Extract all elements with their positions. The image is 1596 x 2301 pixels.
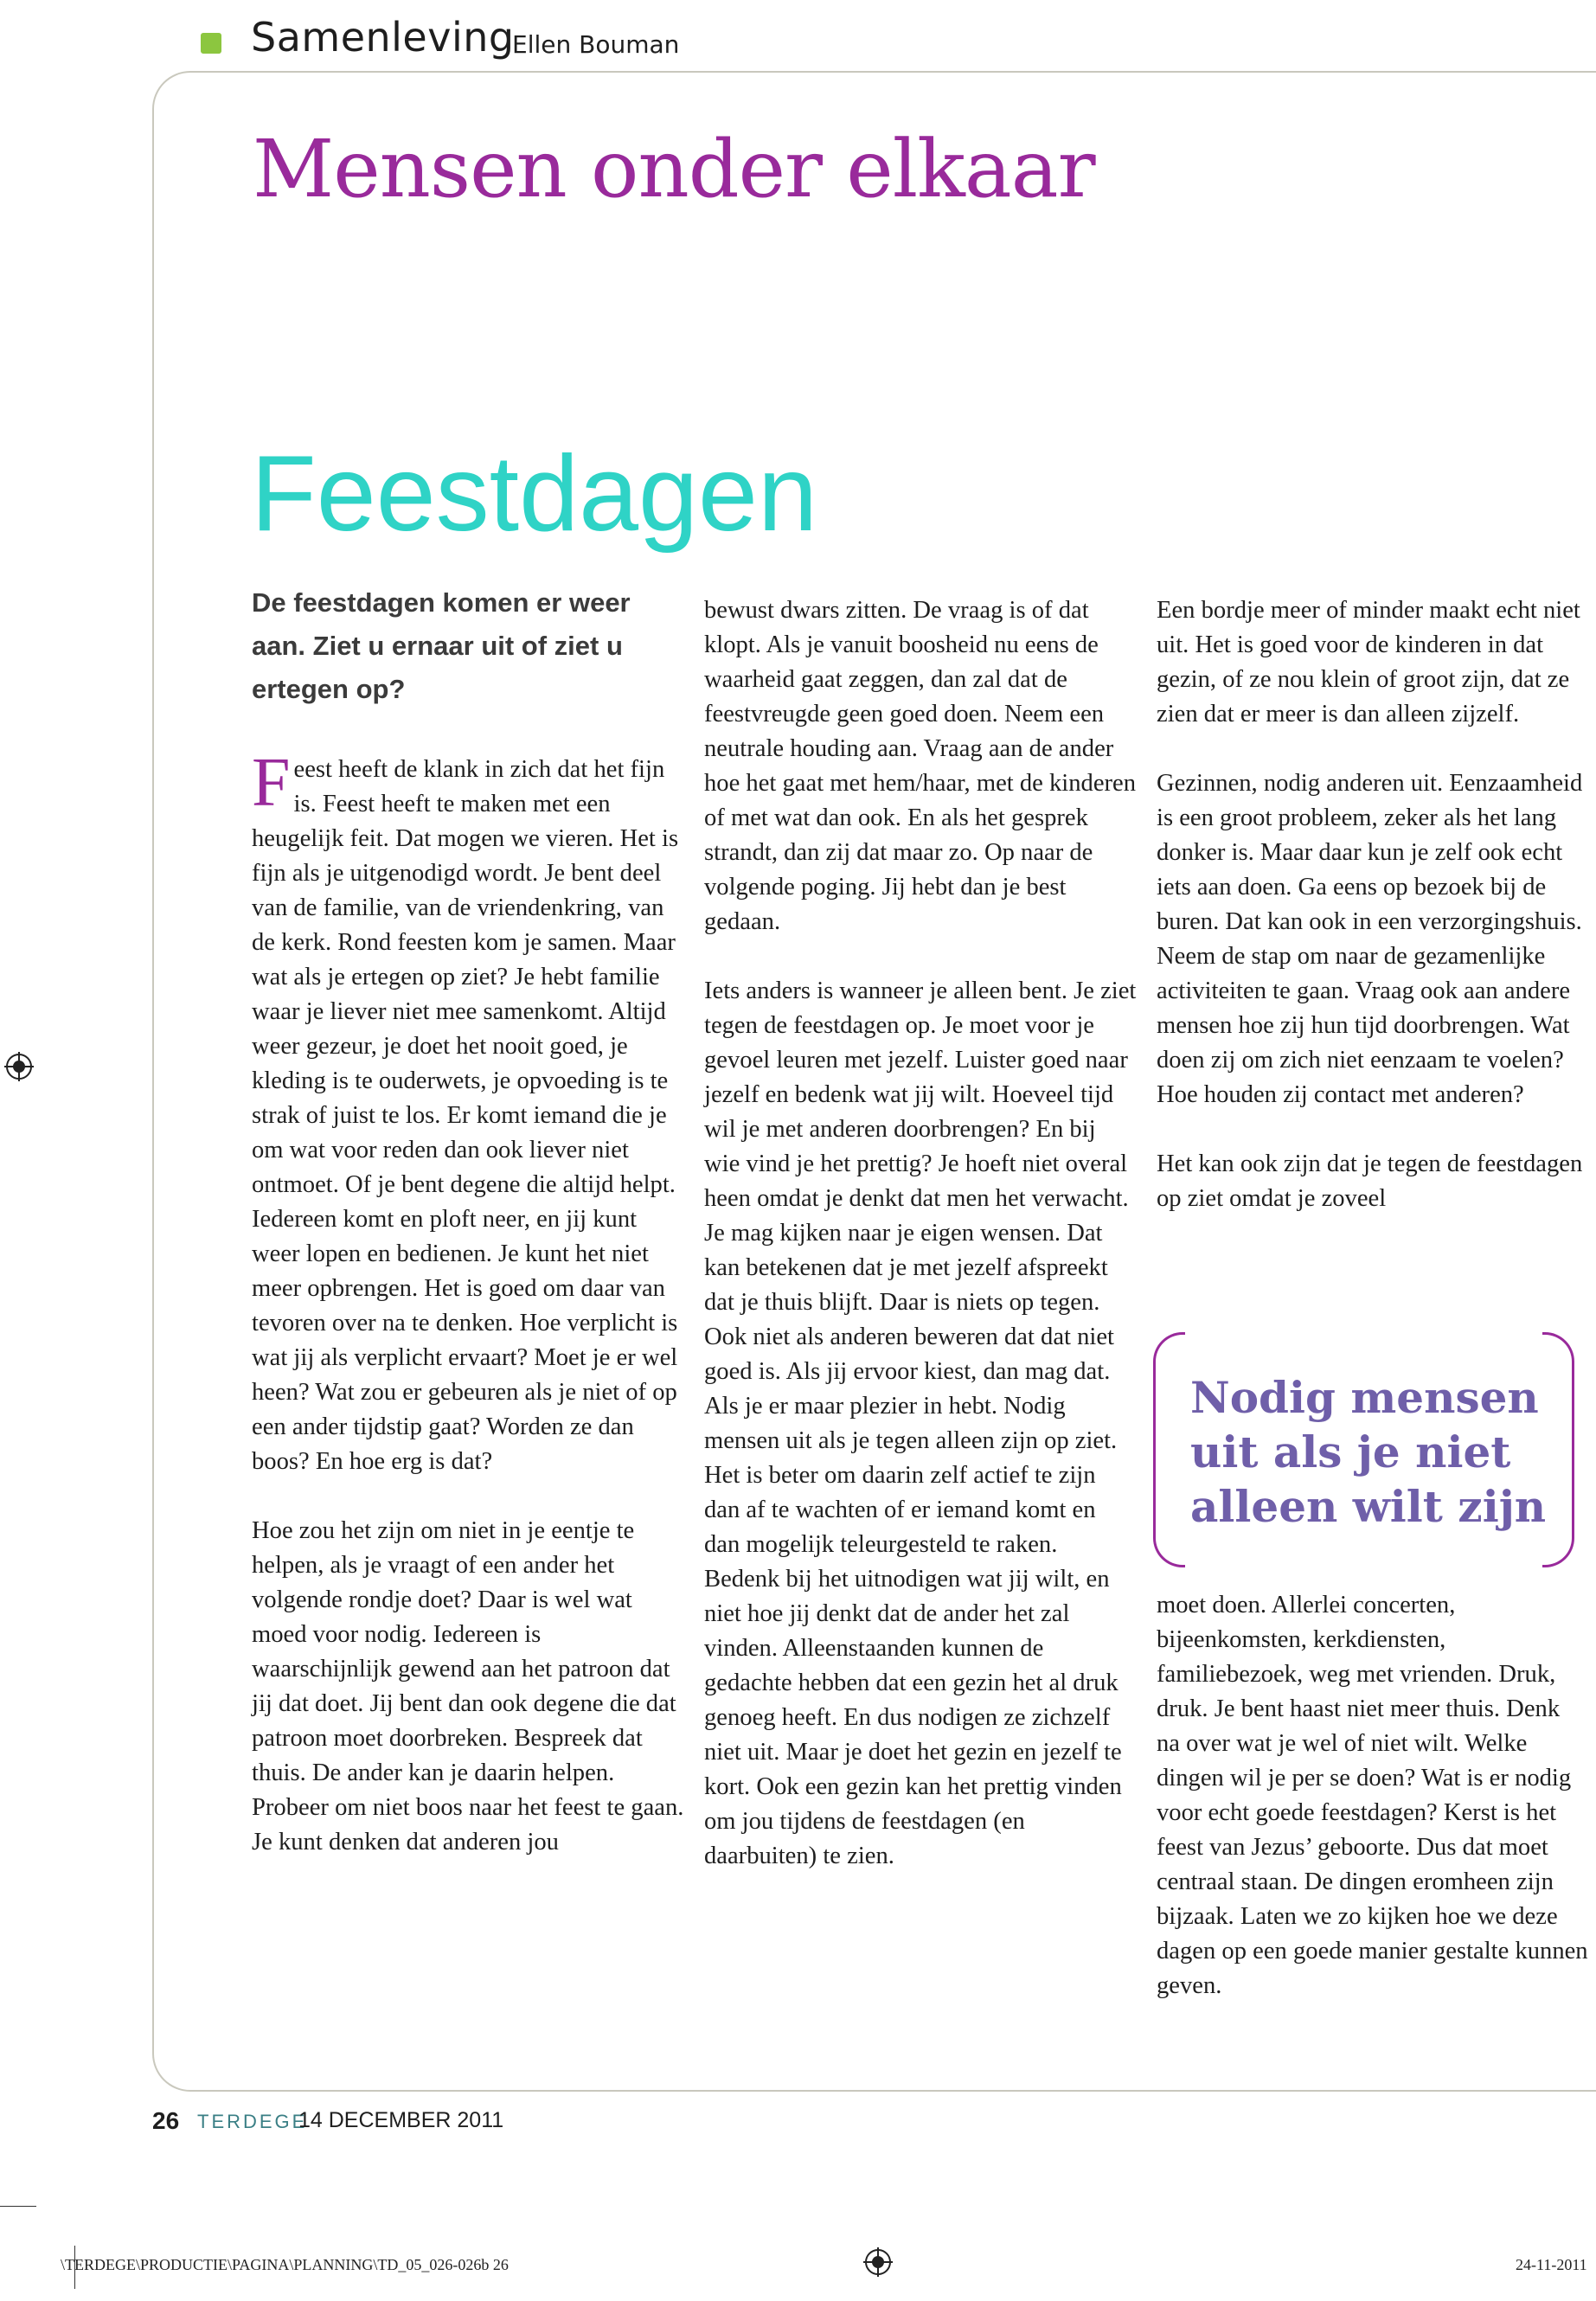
article-title: Feestdagen (251, 434, 817, 554)
quote-bracket-left (1153, 1332, 1185, 1567)
article-lead: De feestdagen komen er weer aan. Ziet u ernaar uit of ziet u ertegen op? (252, 587, 631, 704)
author-name: Ellen Bouman (512, 30, 680, 59)
paragraph-text: eest heeft de klank in zich dat het fijn is. Feest heeft te maken met een heugelijk feit. Dat mogen we vieren. Het is fijn als je uitgenodigd wordt. Je bent deel van de familie, van de vriendenkring, van de kerk. Rond feesten kom je samen. Maar wat als je ertegen op ziet? Je hebt familie waar je liever niet mee samenkomt. Altijd weer gezeur, je doet het nooit goed, je kleding is te ouderwets, je opvoeding is te strak of juist te los. Er komt iemand die je om wat voor reden dan ook liever niet ontmoet. Of je bent degene die altijd helpt. Iedereen komt en ploft neer, en jij kunt weer lopen en bedienen. Je kunt het niet meer opbrengen. Het is goed om daar van tevoren over na te denken. Hoe verplicht is wat jij als verplicht ervaart? Moet je er wel heen? Wat zou er gebeuren als je niet of op een ander tijdstip gaat? Worden ze dan boos? En hoe erg is dat? (252, 756, 679, 1475)
print-slug-path: \TERDEGE\PRODUCTIE\PAGINA\PLANNING\TD_05_026-026b 26 (61, 2256, 509, 2273)
paragraph: Iets anders is wanneer je alleen bent. Je ziet tegen de feestdagen op. Je moet voor je gevoel leuren met jezelf. Luister goed naar jezelf en bedenk wat jij wilt. Hoeveel tijd wil je met anderen doorbrengen? En bij wie vind je het prettig? Je hoeft niet overal heen omdat je denkt dat men het verwacht. Je mag kijken naar je eigen wensen. Dat kan betekenen dat je met jezelf afspreekt dat je thuis blijft. Daar is niets op tegen. Ook niet als anderen beweren dat dat niet goed is. Als jij ervoor kiest, dan mag dat. Als je er maar plezier in hebt. Nodig mensen uit als je tegen alleen zijn op ziet. Het is beter om daarin zelf actief te zijn dan af te wachten of er iemand komt en dan mogelijk teleurgesteld te raken. Bedenk bij het uitnodigen wat jij wilt, en niet hoe jij denkt dat de ander het zal vinden. Alleenstaanden kunnen de gedachte hebben dat een gezin het al druk genoeg heeft. En dus nodigen ze zichzelf niet uit. Maar je doet het gezin en jezelf te kort. Ook een gezin kan het prettig vinden om jou tijdens de feestdagen (en daarbuiten) te zien. (704, 977, 1137, 1869)
registration-mark-icon (863, 2247, 893, 2277)
magazine-name: TERDEGE (197, 2111, 308, 2132)
page-title: Mensen onder elkaar (253, 123, 1095, 215)
column-2 (704, 593, 1137, 1908)
paragraph: Een bordje meer of minder maakt echt niet uit. Het is goed voor de kinderen in dat gezin, of ze nou klein of groot zijn, dat ze zien dat er meer is dan alleen zijzelf. (1157, 597, 1580, 727)
paragraph (252, 745, 684, 1479)
section-name: Samenleving (251, 14, 515, 61)
column-3-top (1157, 593, 1589, 1251)
paragraph: moet doen. Allerlei concerten, bijeenkomsten, kerkdiensten, familiebezoek, weg met vrienden. Druk, druk. Je bent haast niet meer thuis. Denk na over wat je wel of niet wilt. Welke dingen wil je per se doen? Wat is er nodig voor echt goede feestdagen? Kerst is het feest van Jezus’ geboorte. Dus dat moet centraal staan. De dingen eromheen zijn bijzaak. Laten we zo kijken hoe we deze dagen op een goede manier gestalte kunnen geven. (1157, 1592, 1588, 1999)
column-3-bottom (1157, 1588, 1589, 2038)
print-slug-date: 24-11-2011 (1516, 2256, 1587, 2273)
paragraph: Hoe zou het zijn om niet in je eentje te helpen, als je vraagt of een ander het volgende rondje doet? Daar is wel wat moed voor nodig. Iedereen is waarschijnlijk gewend aan het patroon dat jij dat doet. Jij bent dan ook degene die dat patroon moet doorbreken. Bespreek dat thuis. De ander kan je daarin helpen. Probeer om niet boos naar het feest te gaan. Je kunt denken dat anderen jou (252, 1517, 684, 1856)
section-marker (201, 33, 221, 54)
paragraph: Gezinnen, nodig anderen uit. Eenzaamheid is een groot probleem, zeker als het lang donker is. Maar daar kun je zelf ook echt iets aan doen. Ga eens op bezoek bij de buren. Dat kan ook in een verzorgingshuis. Neem de stap om naar de gezamenlijke activiteiten te gaan. Vraag ook aan andere mensen hoe zij hun tijd doorbrengen. Wat doen zij om zich niet eenzaam te voelen? Hoe houden zij contact met anderen? (1157, 770, 1583, 1108)
drop-cap: F (252, 745, 291, 821)
crop-mark (0, 2206, 36, 2207)
pull-quote: Nodig mensen uit als je niet alleen wilt zijn (1190, 1372, 1547, 1532)
column-1 (252, 745, 684, 1894)
page-number: 26 (152, 2107, 180, 2134)
paragraph: bewust dwars zitten. De vraag is of dat klopt. Als je vanuit boosheid nu eens de waarheid gaat zeggen, dan zal dat de feestvreugde geen goed doen. Neem een neutrale houding aan. Vraag aan de ander hoe het gaat met hem/haar, met de kinderen of met wat dan ook. En als het gesprek strandt, dan zij dat maar zo. Op naar de volgende poging. Jij hebt dan je best gedaan. (704, 597, 1137, 935)
registration-mark-icon (4, 1052, 34, 1081)
paragraph: Het kan ook zijn dat je tegen de feestdagen op ziet omdat je zoveel (1157, 1150, 1583, 1212)
issue-date: 14 DECEMBER 2011 (298, 2108, 504, 2132)
